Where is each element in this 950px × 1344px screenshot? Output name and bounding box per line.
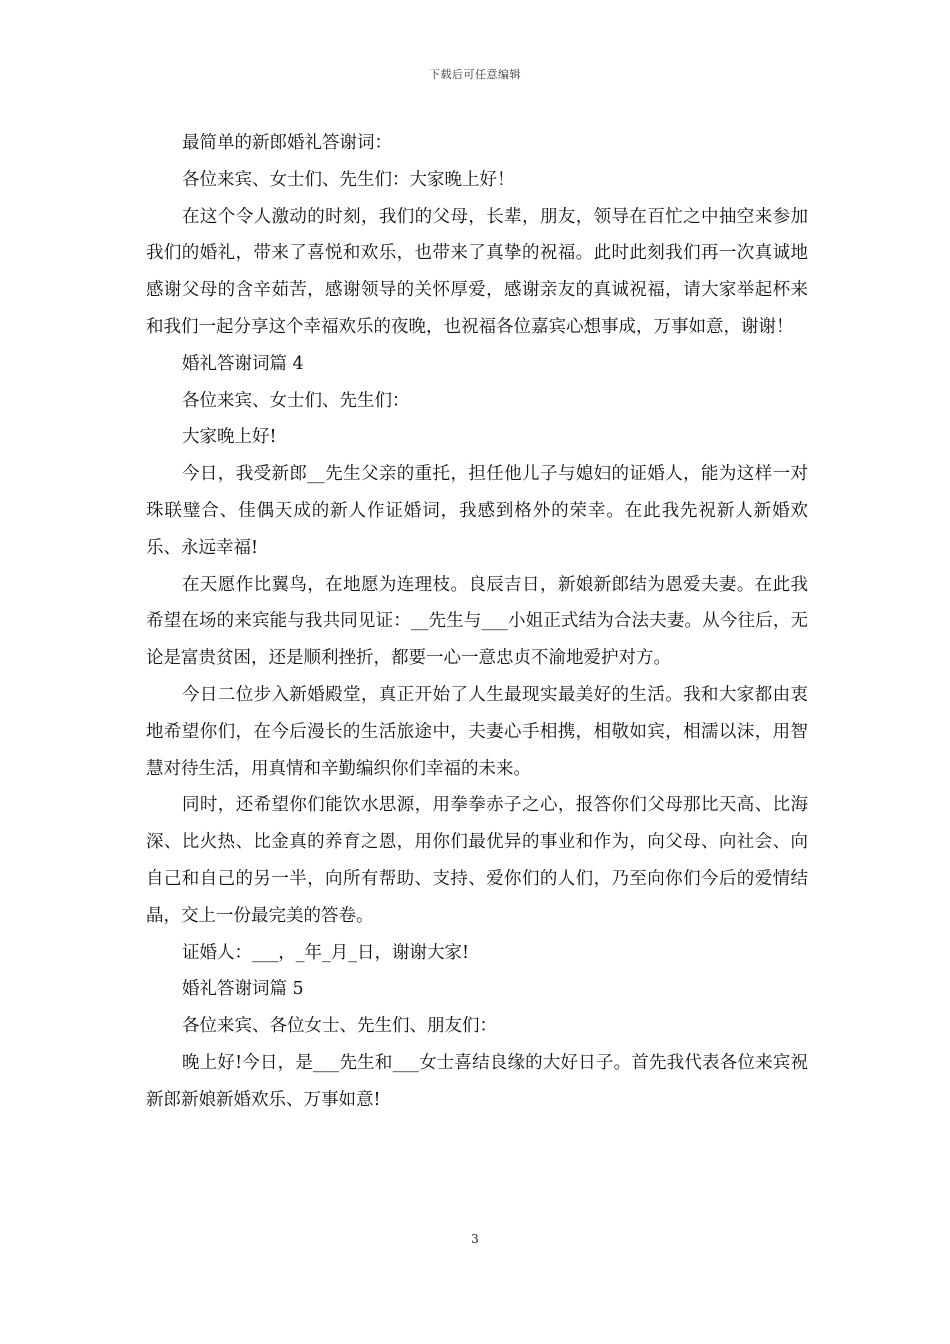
paragraph: 晚上好!今日，是___先生和___女士喜结良缘的大好日子。首先我代表各位来宾祝新郎新娘新婚欢乐、万事如意! <box>146 1052 808 1110</box>
document-body <box>146 125 808 1119</box>
paragraph: 证婚人：___，_年_月_日，谢谢大家! <box>182 942 470 963</box>
paragraph: 各位来宾、女士们、先生们： <box>182 390 410 411</box>
paragraph: 大家晚上好! <box>182 427 277 448</box>
paragraph: 各位来宾、各位女士、先生们、朋友们： <box>182 1016 497 1037</box>
section-heading: 婚礼答谢词篇 5 <box>182 979 304 1000</box>
paragraph: 各位来宾、女士们、先生们：大家晚上好！ <box>182 169 515 190</box>
page-number: 3 <box>471 1232 479 1246</box>
page-header: 下载后可任意编辑 <box>429 68 521 81</box>
section-heading: 婚礼答谢词篇 4 <box>182 353 304 374</box>
paragraph: 今日二位步入新婚殿堂，真正开始了人生最现实最美好的生活。我和大家都由衷地希望你们，在今后漫长的生活旅途中，夫妻心手相携，相敬如宾，相濡以沫，用智慧对待生活，用真情和辛勤编织你们幸福的未来。 <box>146 684 808 779</box>
paragraph: 在天愿作比翼鸟，在地愿为连理枝。良辰吉日，新娘新郎结为恩爱夫妻。在此我希望在场的来宾能与我共同见证：__先生与___小姐正式结为合法夫妻。从今往后，无论是富贵贫困，还是顺利挫折，都要一心一意忠贞不渝地爱护对方。 <box>146 574 808 669</box>
paragraph: 同时，还希望你们能饮水思源，用拳拳赤子之心，报答你们父母那比天高、比海深、比火热、比金真的养育之恩，用你们最优异的事业和作为，向父母、向社会、向自己和自己的另一半，向所有帮助、支持、爱你们的人们，乃至向你们今后的爱情结晶，交上一份最完美的答卷。 <box>146 795 808 926</box>
paragraph: 今日，我受新郎__先生父亲的重托，担任他儿子与媳妇的证婚人，能为这样一对珠联璧合、佳偶天成的新人作证婚词，我感到格外的荣幸。在此我先祝新人新婚欢乐、永远幸福! <box>146 464 808 558</box>
paragraph: 最简单的新郎婚礼答谢词： <box>182 133 392 153</box>
paragraph: 在这个令人激动的时刻，我们的父母，长辈，朋友，领导在百忙之中抽空来参加我们的婚礼，带来了喜悦和欢乐，也带来了真挚的祝福。此时此刻我们再一次真诚地感谢父母的含辛茹苦，感谢领导的关怀厚爱，感谢亲友的真诚祝福，请大家举起杯来和我们一起分享这个幸福欢乐的夜晚，也祝福各位嘉宾心想事成，万事如意，谢谢！ <box>146 206 808 337</box>
